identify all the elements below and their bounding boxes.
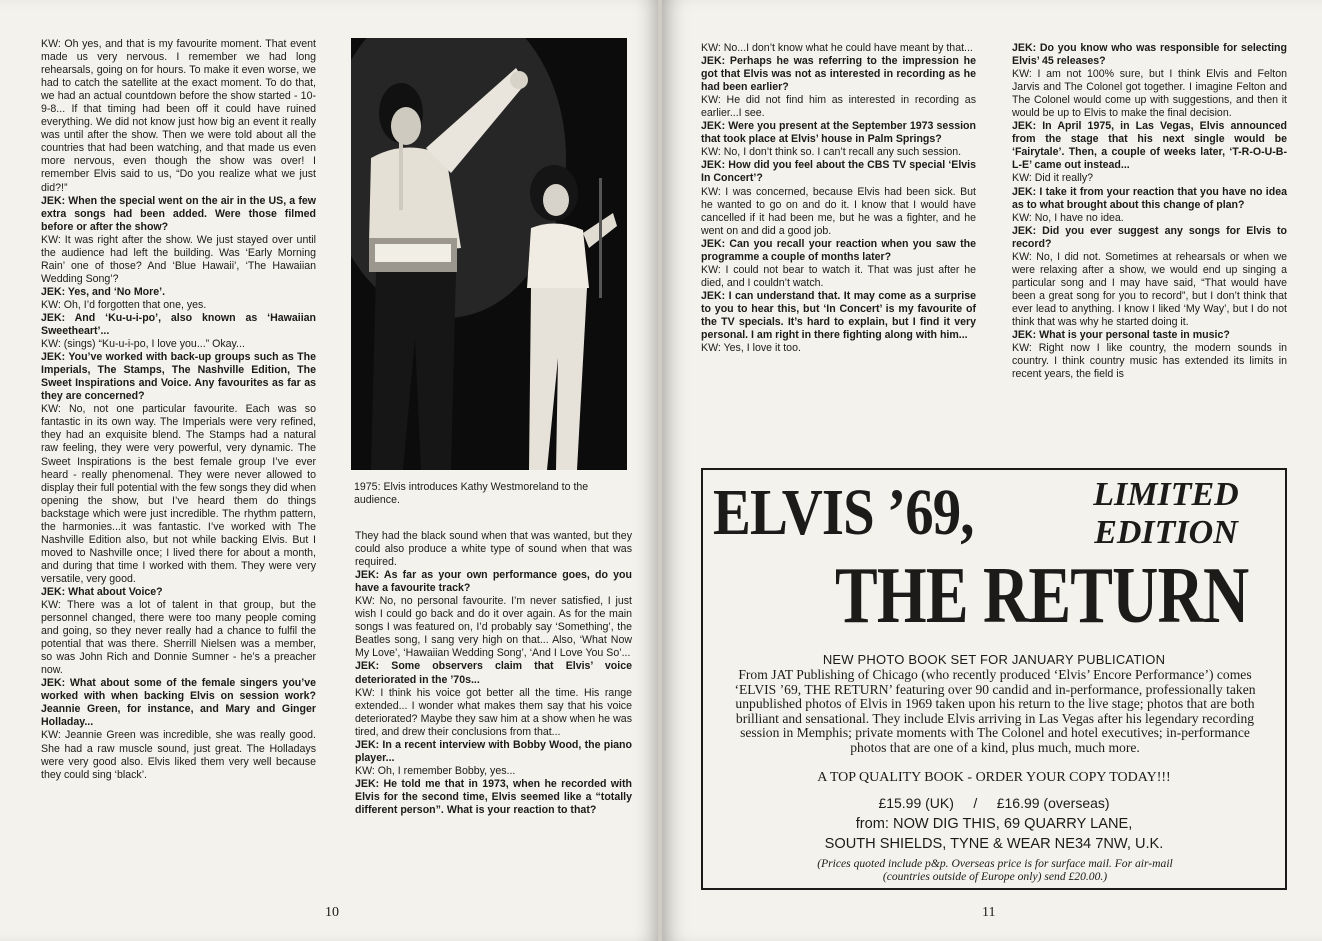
interview-paragraph: KW: It was right after the show. We just stayed over until the audience had left the building. Was ‘Early Morning Rain’ one of those? And ‘Blue Hawaii’, ‘The Hawaiian Wedding Song’?	[41, 233, 316, 285]
interview-paragraph: KW: No, not one particular favourite. Each was so fantastic in its own way. The Imperials were very refined, they had an exquisite blend. The Stamps had a natural raw feeling, they were very powerful, very dynamic. The Sweet Inspirations is the best female group I’ve ever heard - really phenomenal. They were never allowed to display their full potential with the few songs they did when opening the show, but I’ve heard them do things backstage which were just incredible. The rhythm pattern, the harmonies...it was fantastic. I’ve worked with The Nashville Edition also, but not while backing Elvis. But I moved to Nashville once; I lived there for about a month, and during that time I worked with them. They were very versatile, very good.	[41, 403, 316, 585]
ad-subheading: NEW PHOTO BOOK SET FOR JANUARY PUBLICATION	[822, 652, 1166, 667]
ad-address-line-2: SOUTH SHIELDS, TYNE & WEAR NE34 7NW, U.K.	[824, 836, 1164, 852]
right-column-2	[1012, 42, 1287, 381]
interview-paragraph: KW: I was concerned, because Elvis had been sick. But he wanted to go on and do it. I know that I would have cancelled if it had been me, but he was a fighter, and he went on and did a good job.	[701, 185, 976, 237]
interview-paragraph: KW: Oh, I’d forgotten that one, yes.	[41, 298, 207, 311]
from-label: from:	[855, 816, 889, 832]
address-1: NOW DIG THIS, 69 QUARRY LANE,	[893, 816, 1133, 832]
interview-paragraph: KW: No, I have no idea.	[1012, 211, 1124, 224]
interview-paragraph: JEK: I take it from your reaction that you have no idea as to what brought about this change of plan?	[1012, 185, 1287, 211]
interview-paragraph: KW: No, no personal favourite. I’m never satisfied, I just wish I could go back and do it over again. As for the main songs I was featured on, I’d probably say ‘Something’, the Beatles song, I sang very high on that... Also, ‘What Now My Love’, ‘Hawaiian Wedding Song’, ‘And I Love You So’...	[355, 595, 632, 660]
interview-paragraph: They had the black sound when that was wanted, but they could also produce a white type of sound when that was required.	[355, 530, 632, 569]
interview-paragraph: KW: There was a lot of talent in that group, but the personnel changed, there were too many people coming and going, so they never really had a chance to fulfil the potential that was there. Sherrill Nielsen was a member, so was John Rich and Donnie Sumner - he’s a preacher now.	[41, 599, 316, 677]
interview-paragraph: JEK: Yes, and ‘No More’.	[41, 285, 166, 298]
interview-paragraph: JEK: In April 1975, in Las Vegas, Elvis announced from the stage that his next single would be ‘Fairytale’. Then, a couple of weeks later, ‘T-R-O-U-B-L-E’ came out instead...	[1012, 120, 1287, 172]
interview-paragraph: JEK: Do you know who was responsible for selecting Elvis’ 45 releases?	[1012, 42, 1287, 68]
advertisement-box	[701, 468, 1287, 890]
interview-paragraph: JEK: Perhaps he was referring to the impression he got that Elvis was not as interested in recording as he had been earlier?	[701, 55, 976, 94]
interview-paragraph: JEK: And ‘Ku-u-i-po’, also known as ‘Hawaiian Sweetheart’...	[41, 311, 316, 338]
right-column-1	[701, 42, 976, 355]
interview-paragraph: JEK: What about Voice?	[41, 585, 163, 598]
ad-limited-edition: LIMITED EDITION	[1093, 476, 1239, 551]
interview-paragraph: KW: (sings) “Ku-u-i-po, I love you...” Okay...	[41, 338, 245, 351]
price-uk: £15.99 (UK)	[878, 795, 954, 811]
price-overseas: £16.99 (overseas)	[996, 795, 1110, 811]
ad-prices	[703, 795, 1285, 811]
interview-paragraph: KW: No, I did not. Sometimes at rehearsals or when we were relaxing after a show, we would end up singing a particular song and I may have said, “That would have been a great song for you to record”, but I don’t think that ever lead to anything. I know I liked ‘My Way’, but I do not think that was why he started doing it.	[1012, 250, 1287, 328]
interview-paragraph: KW: Oh, I remember Bobby, yes...	[355, 764, 516, 777]
ad-headline-1: ELVIS ’69,	[713, 476, 974, 549]
left-column-2	[355, 530, 632, 817]
ad-address-line-1	[703, 816, 1285, 832]
interview-paragraph: JEK: I can understand that. It may come as a surprise to you to hear this, but ‘In Concert’ is my favourite of the TV specials. It’s hard to explain, but I find it very personal. I am right in there fighting along with him...	[701, 289, 976, 342]
interview-paragraph: JEK: As far as your own performance goes, do you have a favourite track?	[355, 569, 632, 595]
interview-paragraph: KW: No...I don’t know what he could have meant by that...	[701, 42, 973, 54]
concert-photo-graphic	[351, 38, 627, 470]
concert-photo	[351, 38, 627, 470]
interview-paragraph: KW: He did not find him as interested in recording as earlier...I see.	[701, 94, 976, 120]
ad-headline-2: THE RETURN	[835, 552, 1249, 640]
interview-paragraph: KW: No, I don’t think so. I can’t recall any such session.	[701, 146, 962, 159]
ad-body-text: From JAT Publishing of Chicago (who recently produced ‘Elvis’ Encore Performance’) comes ‘ELVIS ’69, THE RETURN’ featuring over 90 candid and in-performance, professionally taken unpublished photos of Elvis in 1969 taken upon his return to the live stage; photos that are both brilliant and sensational. They include Elvis arriving in Las Vegas after his legendary recording session in Memphis; private moments with The Colonel and hotel executives; in-performance photos that are one of a kind, plus much, much more.	[734, 667, 1256, 755]
interview-paragraph: JEK: When the special went on the air in the US, a few extra songs had been added. Were those filmed before or after the show?	[41, 194, 316, 233]
interview-paragraph: KW: Right now I like country, the modern sounds in country. I think country music has extended its limits in recent years, the field is	[1012, 342, 1287, 381]
interview-paragraph: JEK: What is your personal taste in music?	[1012, 329, 1230, 342]
ad-price-note: (Prices quoted include p&p. Overseas price is for surface mail. For air-mail (countries outside of Europe only) send £20.00.)	[817, 857, 1173, 883]
interview-paragraph: KW: Yes, I love it too.	[701, 342, 801, 355]
interview-paragraph: JEK: What about some of the female singers you’ve worked with when backing Elvis on session work? Jeannie Green, for instance, and Mary and Ginger Holladay...	[41, 677, 316, 729]
interview-paragraph: JEK: Some observers claim that Elvis’ voice deteriorated in the ’70s...	[355, 660, 632, 686]
left-column-1	[41, 38, 316, 782]
interview-paragraph: JEK: Did you ever suggest any songs for Elvis to record?	[1012, 224, 1287, 250]
interview-paragraph: JEK: In a recent interview with Bobby Wood, the piano player...	[355, 738, 632, 764]
interview-paragraph: KW: Jeannie Green was incredible, she was really good. She had a raw muscle sound, just great. The Holladays were very good also. Elvis liked them very well because they could sing ‘black’.	[41, 729, 316, 781]
ad-order-line: A TOP QUALITY BOOK - ORDER YOUR COPY TODAY!!!	[817, 770, 1171, 785]
interview-paragraph: JEK: How did you feel about the CBS TV special ‘Elvis In Concert’?	[701, 159, 976, 185]
interview-paragraph: KW: I think his voice got better all the time. His range extended... I wonder what makes them say that his voice deteriorated? Maybe they saw him at a show when he was tired, and drew their conclusions from that...	[355, 686, 632, 738]
interview-paragraph: KW: Oh yes, and that is my favourite moment. That event made us very nervous. I remember we had long rehearsals, going on for hours. To make it even worse, we had to catch the satellite at the exact moment. To do that, we had an actual countdown before the show started - 10-9-8... If that timing had been off it could have ruined everything. We did not know just how big an event it really was until after the show. Then we were told about all the countries that had been watching, and that made us even more nervous, even though the show was over! I remember Elvis said to us, “Do you realize what we just did?!”	[41, 38, 316, 194]
interview-paragraph: KW: I could not bear to watch it. That was just after he died, and I couldn’t watch.	[701, 263, 976, 289]
interview-paragraph: JEK: Were you present at the September 1973 session that took place at Elvis’ house in Palm Springs?	[701, 120, 976, 146]
interview-paragraph: JEK: You’ve worked with back-up groups such as The Imperials, The Stamps, The Nashville Edition, The Sweet Inspirations and Voice. Any favourites as far as they are concerned?	[41, 351, 316, 403]
interview-paragraph: JEK: He told me that in 1973, when he recorded with Elvis for the second time, Elvis seemed like a “totally different person”. What is your reaction to that?	[355, 777, 632, 816]
price-separator: /	[973, 795, 978, 811]
page-number-left: 10	[325, 905, 339, 920]
photo-caption: 1975: Elvis introduces Kathy Westmoreland to the audience.	[354, 481, 589, 507]
interview-paragraph: KW: Did it really?	[1012, 172, 1094, 185]
interview-paragraph: JEK: Can you recall your reaction when you saw the programme a couple of months later?	[701, 237, 976, 263]
interview-paragraph: KW: I am not 100% sure, but I think Elvis and Felton Jarvis and The Colonel got together. I imagine Felton and The Colonel would come up with suggestions, and then it would be up to Elvis to make the final decision.	[1012, 68, 1287, 120]
left-page	[0, 0, 660, 941]
page-number-right: 11	[982, 905, 996, 920]
